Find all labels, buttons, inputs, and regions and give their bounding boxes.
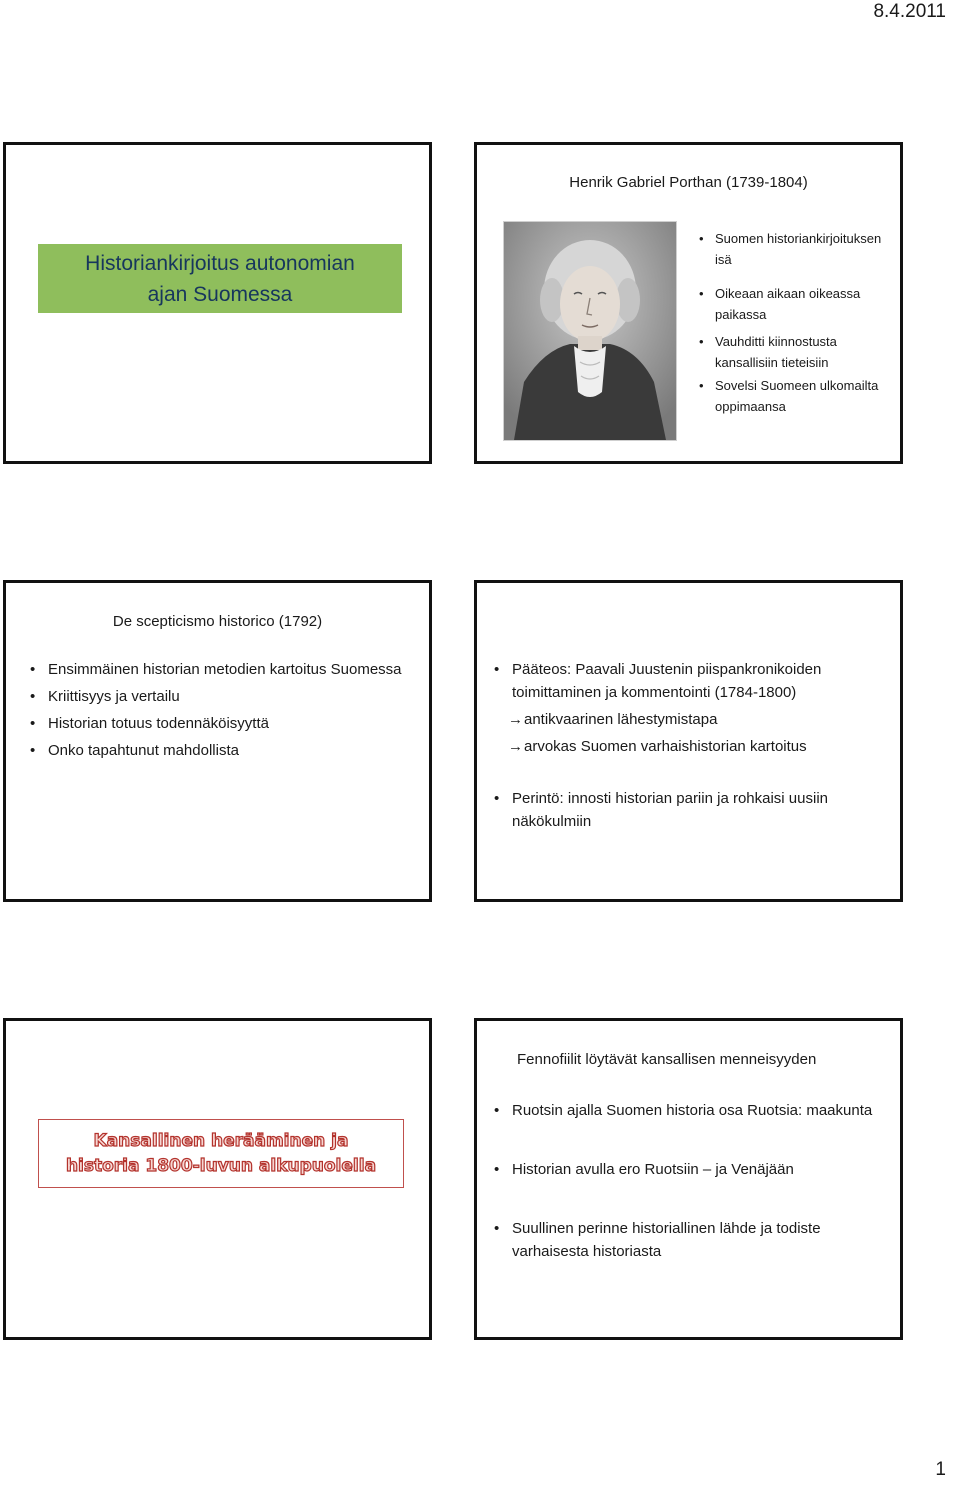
slide-title bbox=[3, 142, 432, 464]
bullet-icon: • bbox=[30, 661, 36, 678]
slide-fennofiilit bbox=[474, 1018, 903, 1340]
bullet-icon: • bbox=[494, 1102, 500, 1119]
paateos-bullet-list bbox=[492, 658, 892, 837]
list-item: • Suomen historiankirjoituksen isä bbox=[699, 231, 882, 267]
list-item: • Ensimmäinen historian metodien kartoitus Suomessa bbox=[28, 658, 418, 681]
list-item: • Onko tapahtunut mahdollista bbox=[28, 739, 418, 762]
list-item: • Perintö: innosti historian pariin ja rohkaisi uusiin näkökulmiin bbox=[492, 787, 892, 833]
bullet-icon: • bbox=[699, 334, 704, 349]
bullet-icon: • bbox=[30, 742, 36, 759]
slide-heading: Henrik Gabriel Porthan (1739-1804) bbox=[569, 174, 808, 191]
slide-paateos bbox=[474, 580, 903, 902]
method-bullet-list bbox=[28, 658, 418, 766]
bullet-icon: • bbox=[494, 1220, 500, 1237]
arrow-item: → antikvaarinen lähestymistapa bbox=[492, 708, 892, 731]
section-title-text: Kansallinen herääminen ja historia 1800-luvun alkupuolella bbox=[65, 1130, 377, 1176]
bullet-icon: • bbox=[699, 378, 704, 393]
arrow-right-icon: → bbox=[508, 738, 523, 755]
slide-title-text: Historiankirjoitus autonomian ajan Suomessa bbox=[85, 251, 355, 306]
list-item: • Kriittisyys ja vertailu bbox=[28, 685, 418, 708]
title-banner bbox=[38, 244, 402, 313]
slide-heading: Fennofiilit löytävät kansallisen menneisyyden bbox=[517, 1051, 817, 1068]
slide-section-title bbox=[3, 1018, 432, 1340]
slide-de-scepticismo bbox=[3, 580, 432, 902]
page-number: 1 bbox=[935, 1459, 946, 1480]
porthan-bullet-list bbox=[699, 229, 899, 424]
slide-heading: De scepticismo historico (1792) bbox=[112, 613, 323, 630]
porthan-portrait-image bbox=[503, 221, 677, 441]
list-item: • Historian totuus todennäköisyyttä bbox=[28, 712, 418, 735]
bullet-icon: • bbox=[699, 231, 704, 246]
list-item: • Suullinen perinne historiallinen lähde ja todiste varhaisesta historiasta bbox=[492, 1217, 892, 1263]
list-item: • Oikeaan aikaan oikeassa paikassa bbox=[699, 286, 861, 322]
bullet-icon: • bbox=[494, 1161, 500, 1178]
bullet-icon: • bbox=[30, 715, 36, 732]
list-item: • Ruotsin ajalla Suomen historia osa Ruotsia: maakunta bbox=[492, 1099, 892, 1122]
list-item: • Pääteos: Paavali Juustenin piispankronikoiden toimittaminen ja kommentointi (1784-1800) bbox=[492, 658, 892, 704]
bullet-icon: • bbox=[699, 286, 704, 301]
bullet-icon: • bbox=[494, 661, 500, 678]
list-item: • Vauhditti kiinnostusta kansallisiin tieteisiin bbox=[699, 334, 837, 370]
list-item: • Sovelsi Suomeen ulkomailta oppimaansa bbox=[699, 378, 879, 414]
bullet-icon: • bbox=[30, 688, 36, 705]
arrow-right-icon: → bbox=[508, 711, 523, 728]
list-item: • Historian avulla ero Ruotsiin – ja Venäjään bbox=[492, 1158, 892, 1181]
fennofiilit-bullet-list bbox=[492, 1099, 892, 1267]
bullet-icon: • bbox=[494, 790, 500, 807]
section-title-box bbox=[38, 1119, 404, 1188]
slide-porthan bbox=[474, 142, 903, 464]
page-date: 8.4.2011 bbox=[873, 1, 946, 22]
arrow-item: → arvokas Suomen varhaishistorian kartoitus bbox=[492, 735, 892, 758]
